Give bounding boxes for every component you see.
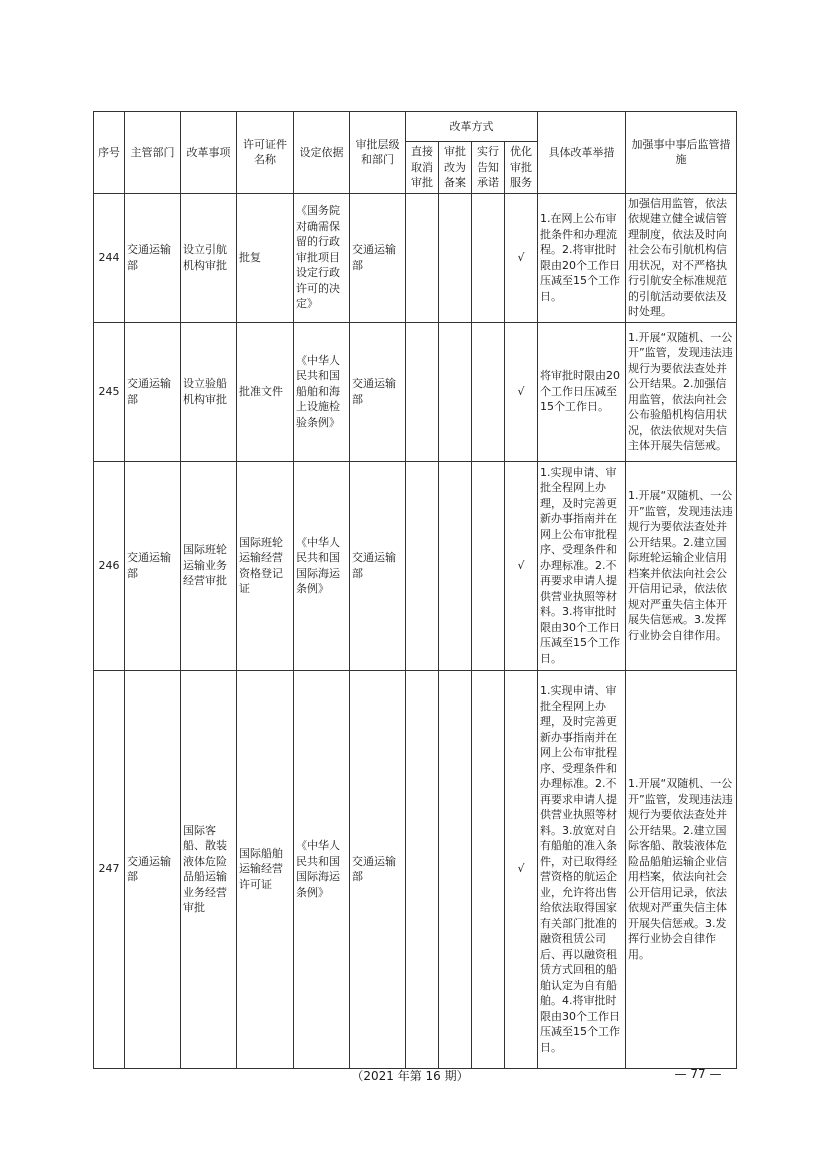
row-license: 国际船舶运输经营许可证 — [237, 670, 294, 1068]
row-method-optimize-check: √ — [505, 193, 538, 322]
header-level: 审批层级和部门 — [350, 112, 406, 194]
row-method-filing — [439, 670, 472, 1068]
row-method-optimize-check: √ — [505, 322, 538, 461]
header-reform-group: 改革方式 — [406, 112, 538, 142]
page-number: — 77 — — [674, 1067, 722, 1081]
issue-label: （2021 年第 16 期） — [351, 1069, 469, 1083]
row-method-notify — [472, 461, 505, 670]
row-method-optimize-check: √ — [505, 670, 538, 1068]
header-method-optimize: 优化审批服务 — [505, 142, 538, 194]
header-supervision: 加强事中事后监管措施 — [626, 112, 737, 194]
row-dept: 交通运输部 — [125, 193, 181, 322]
table-row — [94, 670, 737, 1068]
row-method-filing — [439, 322, 472, 461]
row-method-notify — [472, 322, 505, 461]
row-method-cancel — [406, 670, 439, 1068]
row-item: 国际班轮运输业务经营审批 — [181, 461, 237, 670]
row-dept: 交通运输部 — [125, 461, 181, 670]
row-license: 批准文件 — [237, 322, 294, 461]
row-method-notify — [472, 193, 505, 322]
table-row — [94, 193, 737, 322]
header-dept: 主管部门 — [125, 112, 181, 194]
row-measures: 将审批时限由20个工作日压减至15个工作日。 — [538, 322, 626, 461]
row-supervision: 1.开展“双随机、一公开”监管，发现违法违规行为要依法查处并公开结果。2.建立国际班轮运输企业信用档案并依法向社会公开信用记录，依法依规对严重失信主体开展失信惩戒。3.发挥行业协会自律作用。 — [626, 461, 737, 670]
row-level: 交通运输部 — [350, 670, 406, 1068]
table-row — [94, 322, 737, 461]
row-method-notify — [472, 670, 505, 1068]
row-level: 交通运输部 — [350, 461, 406, 670]
header-basis: 设定依据 — [294, 112, 350, 194]
row-method-filing — [439, 461, 472, 670]
table-row — [94, 461, 737, 670]
row-license: 批复 — [237, 193, 294, 322]
row-seq: 244 — [94, 193, 125, 322]
row-method-filing — [439, 193, 472, 322]
row-supervision: 1.开展“双随机、一公开”监管，发现违法违规行为要依法查处并公开结果。2.加强信用监管，依法向社会公布验船机构信用状况，依法依规对失信主体开展失信惩戒。 — [626, 322, 737, 461]
header-item: 改革事项 — [181, 112, 237, 194]
row-method-optimize-check: √ — [505, 461, 538, 670]
header-license: 许可证件名称 — [237, 112, 294, 194]
row-basis: 《中华人民共和国船舶和海上设施检验条例》 — [294, 322, 350, 461]
row-supervision: 1.开展“双随机、一公开”监管，发现违法违规行为要依法查处并公开结果。2.建立国际客船、散装液体危险品船舶运输企业信用档案，依法向社会公开信用记录，依法依规对严重失信主体开展失信惩戒。3.发挥行业协会自律作用。 — [626, 670, 737, 1068]
row-item: 国际客船、散装液体危险品船运输业务经营审批 — [181, 670, 237, 1068]
row-dept: 交通运输部 — [125, 322, 181, 461]
reform-table — [93, 111, 737, 1069]
row-method-cancel — [406, 322, 439, 461]
row-method-cancel — [406, 461, 439, 670]
row-measures: 1.实现申请、审批全程网上办理，及时完善更新办事指南并在网上公布审批程序、受理条件和办理标准。2.不再要求申请人提供营业执照等材料。3.放宽对自有船舶的准入条件，对已取得经营资格的航运企业，允许将出售给依法取得国家有关部门批准的融资租赁公司后、再以融资租赁方式回租的船舶认定为自有船舶。4.将审批时限由30个工作日压减至15个工作日。 — [538, 670, 626, 1068]
row-license: 国际班轮运输经营资格登记证 — [237, 461, 294, 670]
row-dept: 交通运输部 — [125, 670, 181, 1068]
row-supervision: 加强信用监管，依法依规建立健全诚信管理制度，依法及时向社会公布引航机构信用状况，对不严格执行引航安全标准规范的引航活动要依法及时处理。 — [626, 193, 737, 322]
row-item: 设立验船机构审批 — [181, 322, 237, 461]
header-measures: 具体改革举措 — [538, 112, 626, 194]
header-method-notify: 实行告知承诺 — [472, 142, 505, 194]
header-seq: 序号 — [94, 112, 125, 194]
header-method-filing: 审批改为备案 — [439, 142, 472, 194]
row-basis: 《国务院对确需保留的行政审批项目设定行政许可的决定》 — [294, 193, 350, 322]
row-level: 交通运输部 — [350, 193, 406, 322]
row-seq: 245 — [94, 322, 125, 461]
row-basis: 《中华人民共和国国际海运条例》 — [294, 461, 350, 670]
header-method-cancel: 直接取消审批 — [406, 142, 439, 194]
row-method-cancel — [406, 193, 439, 322]
row-measures: 1.在网上公布审批条件和办理流程。2.将审批时限由20个工作日压减至15个工作日。 — [538, 193, 626, 322]
row-seq: 247 — [94, 670, 125, 1068]
row-level: 交通运输部 — [350, 322, 406, 461]
row-item: 设立引航机构审批 — [181, 193, 237, 322]
row-measures: 1.实现申请、审批全程网上办理，及时完善更新办事指南并在网上公布审批程序、受理条件和办理标准。2.不再要求申请人提供营业执照等材料。3.将审批时限由30个工作日压减至15个工作日。 — [538, 461, 626, 670]
row-seq: 246 — [94, 461, 125, 670]
row-basis: 《中华人民共和国国际海运条例》 — [294, 670, 350, 1068]
